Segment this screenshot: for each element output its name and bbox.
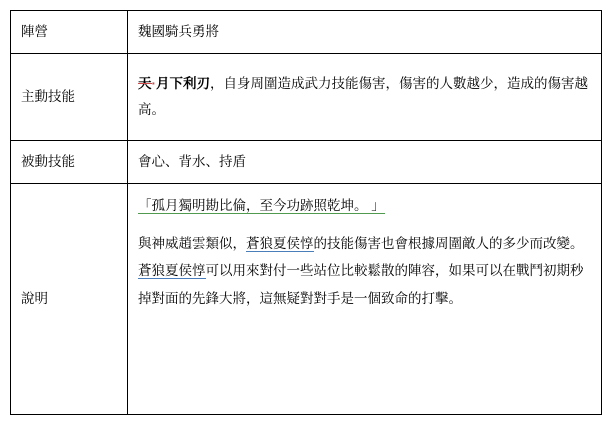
skill-name-prefix: 天	[138, 76, 152, 92]
table-body	[11, 11, 602, 415]
character-info-table	[10, 10, 602, 415]
row-value-description	[128, 184, 602, 415]
row-label-passive-skill: 被動技能	[11, 141, 128, 184]
description-link-b: 蒼狼夏侯惇	[138, 263, 206, 279]
table-row	[11, 141, 602, 184]
description-text-a3: 的技能傷害也會根據周圍敵人的多少而改變。	[313, 235, 584, 251]
description-text-a1: 與神威趙雲類似，	[138, 235, 246, 251]
description-text-b2: 可以用來對付一些站位比較鬆散的陣容，如果可以在戰鬥初期秒掉對面的先鋒大將，這無疑對對手是一個致命的打擊。	[138, 263, 584, 307]
description-link-a: 蒼狼夏侯惇	[246, 235, 314, 251]
description-body-paragraph	[138, 220, 593, 313]
table-row	[11, 11, 602, 54]
row-value-passive-skill: 會心、背水、持盾	[128, 141, 602, 184]
skill-name-main: 月下利刃	[156, 76, 210, 92]
row-label-description: 說明	[11, 184, 128, 415]
table-row	[11, 184, 602, 415]
row-label-active-skill: 主動技能	[11, 54, 128, 141]
description-quote: 「孤月獨明勘比倫，至今功跡照乾坤。 」	[138, 198, 385, 213]
description-quote-paragraph	[138, 192, 593, 220]
skill-name-separator-dot: ·	[151, 76, 156, 92]
row-value-camp: 魏國騎兵勇將	[128, 11, 602, 54]
row-value-active-skill	[128, 54, 602, 141]
row-label-camp: 陣營	[11, 11, 128, 54]
active-skill-description: ，自身周圍造成武力技能傷害，傷害的人數越少，造成的傷害越高。	[138, 76, 588, 117]
table-row	[11, 54, 602, 141]
